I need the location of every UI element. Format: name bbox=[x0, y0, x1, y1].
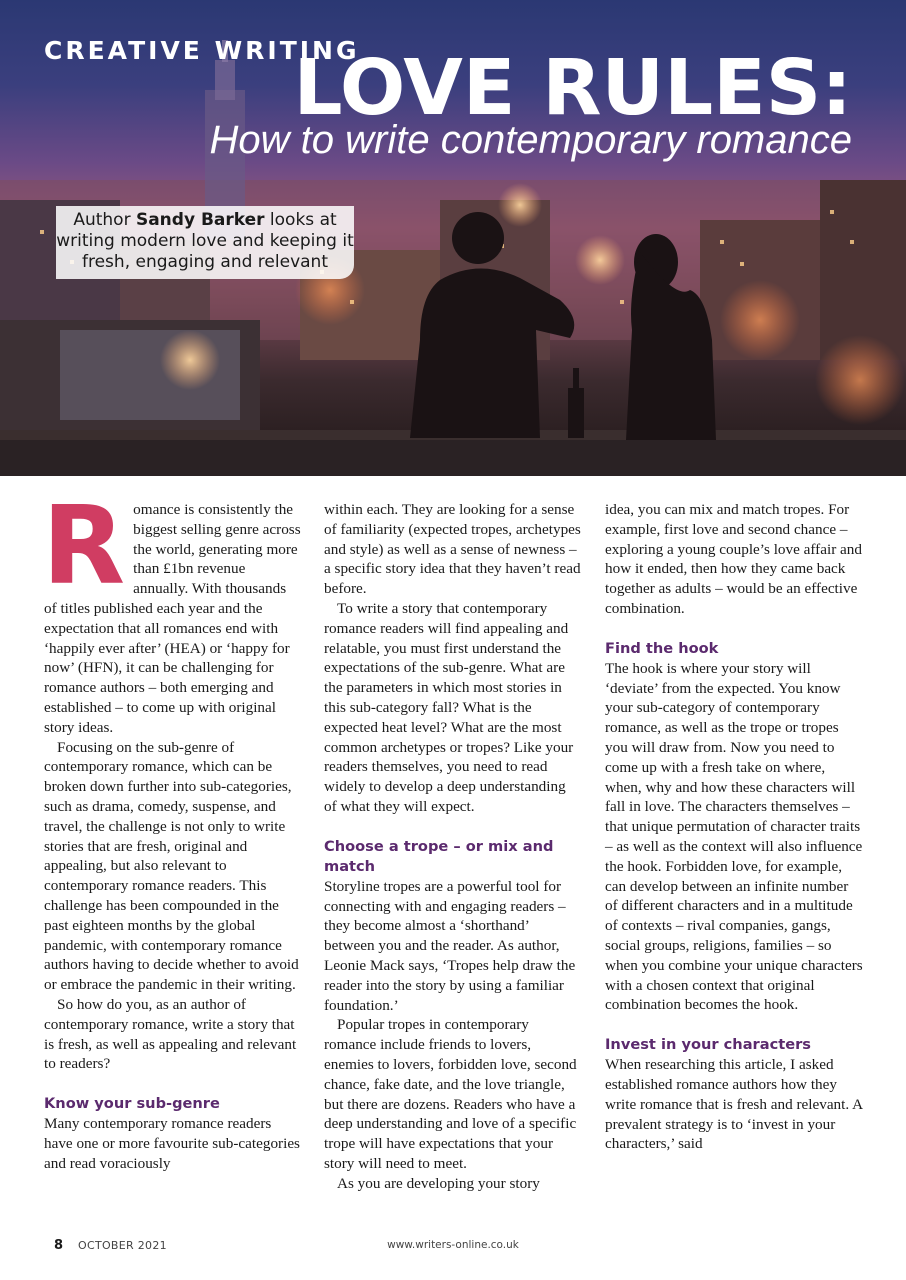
paragraph: omance is consistently the biggest selling genre across the world, generating more than £1bn revenue annually. With thousands of titles published each year and the expectation that all romances end with ‘happily ever after’ (HEA) or ‘happy for now’ (HFN), it can be challenging for romance authors – both emerging and established – to come up with original story ideas. bbox=[44, 501, 301, 736]
article-column-1 bbox=[42, 484, 302, 1174]
page-number: 8 bbox=[54, 1238, 64, 1253]
page-title: LOVE RULES: bbox=[293, 44, 852, 133]
paragraph: Storyline tropes are a powerful tool for connecting with and engaging readers – they become almost a ‘shorthand’ between you and the reader. As author, Leonie Mack says, ‘Tropes help draw the reader into the story by using a familiar foundation.’ bbox=[324, 877, 576, 1014]
paragraph: Many contemporary romance readers have one or more favourite sub-categories and read voraciously bbox=[44, 1115, 300, 1172]
standfirst-box bbox=[56, 206, 354, 279]
section-heading: Know your sub-genre bbox=[44, 1095, 220, 1113]
page-footer bbox=[0, 1238, 906, 1258]
standfirst-text: looks at writing modern love and keeping it fresh, engaging and relevant bbox=[56, 210, 354, 272]
article-column-2 bbox=[324, 500, 582, 1194]
section-heading: Invest in your characters bbox=[605, 1036, 811, 1054]
paragraph: Popular tropes in contemporary romance include friends to lovers, enemies to lovers, forbidden love, second chance, fake date, and the love triangle, but there are dozens. Readers who have a deep understanding and love of a specific trope will have expectations that your story will need to meet. bbox=[324, 1016, 577, 1172]
author-name: Sandy Barker bbox=[135, 210, 265, 230]
paragraph: When researching this article, I asked established romance authors how they write romance that is fresh and relevant. A prevalent strategy is to ‘invest in your characters,’ said bbox=[605, 1056, 863, 1153]
paragraph: To write a story that contemporary romance readers will find appealing and relatable, you must first understand the expectations of the sub-genre. What are the parameters in which most stories in this sub-category fall? What is the expected heat level? What are the most common archetypes or tropes? Like your readers themselves, you need to read widely to develop a deep understanding of what they will expect. bbox=[324, 599, 574, 815]
section-kicker: CREATIVE WRITING bbox=[44, 36, 360, 65]
page-subtitle: How to write contemporary romance bbox=[209, 118, 852, 162]
paragraph: So how do you, as an author of contemporary romance, write a story that is fresh, as well as appealing and relevant to readers? bbox=[44, 995, 297, 1073]
article-column-3 bbox=[605, 500, 863, 1154]
paragraph: The hook is where your story will ‘deviate’ from the expected. You know your sub-category of contemporary romance, as well as the trope or tropes you will draw from. Now you need to come up with a fresh take on where, when, why and how these characters will fall in love. The characters themselves – that unique permutation of character traits – as well as the context will also influence the hook. Forbidden love, for example, can develop between an infinite number of different characters and in a multitude of contexts – rival companies, gangs, social groups, religions, families – so when you combine your unique characters with a chosen context that original combination becomes the hook. bbox=[605, 659, 863, 1014]
standfirst-prefix: Author bbox=[73, 210, 136, 230]
section-heading: Find the hook bbox=[605, 639, 719, 657]
section-heading: Choose a trope – or mix and match bbox=[324, 837, 554, 875]
issue-date: OCTOBER 2021 bbox=[78, 1239, 167, 1252]
paragraph: within each. They are looking for a sense of familiarity (expected tropes, archetypes and style) as well as a sense of newness – a specific story idea that they haven’t read before. bbox=[324, 501, 581, 598]
paragraph: idea, you can mix and match tropes. For example, first love and second chance – exploring a young couple’s love affair and how it ended, then how they came back together as adults – would be an effective combination. bbox=[605, 501, 862, 617]
paragraph: Focusing on the sub-genre of contemporary romance, which can be broken down further into sub-categories, such as drama, comedy, suspense, and travel, the challenge is not only to write stories that are fresh, original and appealing, but also relevant to contemporary romance readers. This challenge has been compounded in the past eighteen months by the global pandemic, with contemporary romance authors having to decide whether to avoid or embrace the pandemic in their writing. bbox=[44, 738, 299, 994]
paragraph: As you are developing your story bbox=[337, 1174, 540, 1192]
website-url[interactable]: www.writers-online.co.uk bbox=[387, 1239, 519, 1251]
drop-cap: R bbox=[42, 484, 126, 609]
hero-image bbox=[0, 0, 906, 476]
